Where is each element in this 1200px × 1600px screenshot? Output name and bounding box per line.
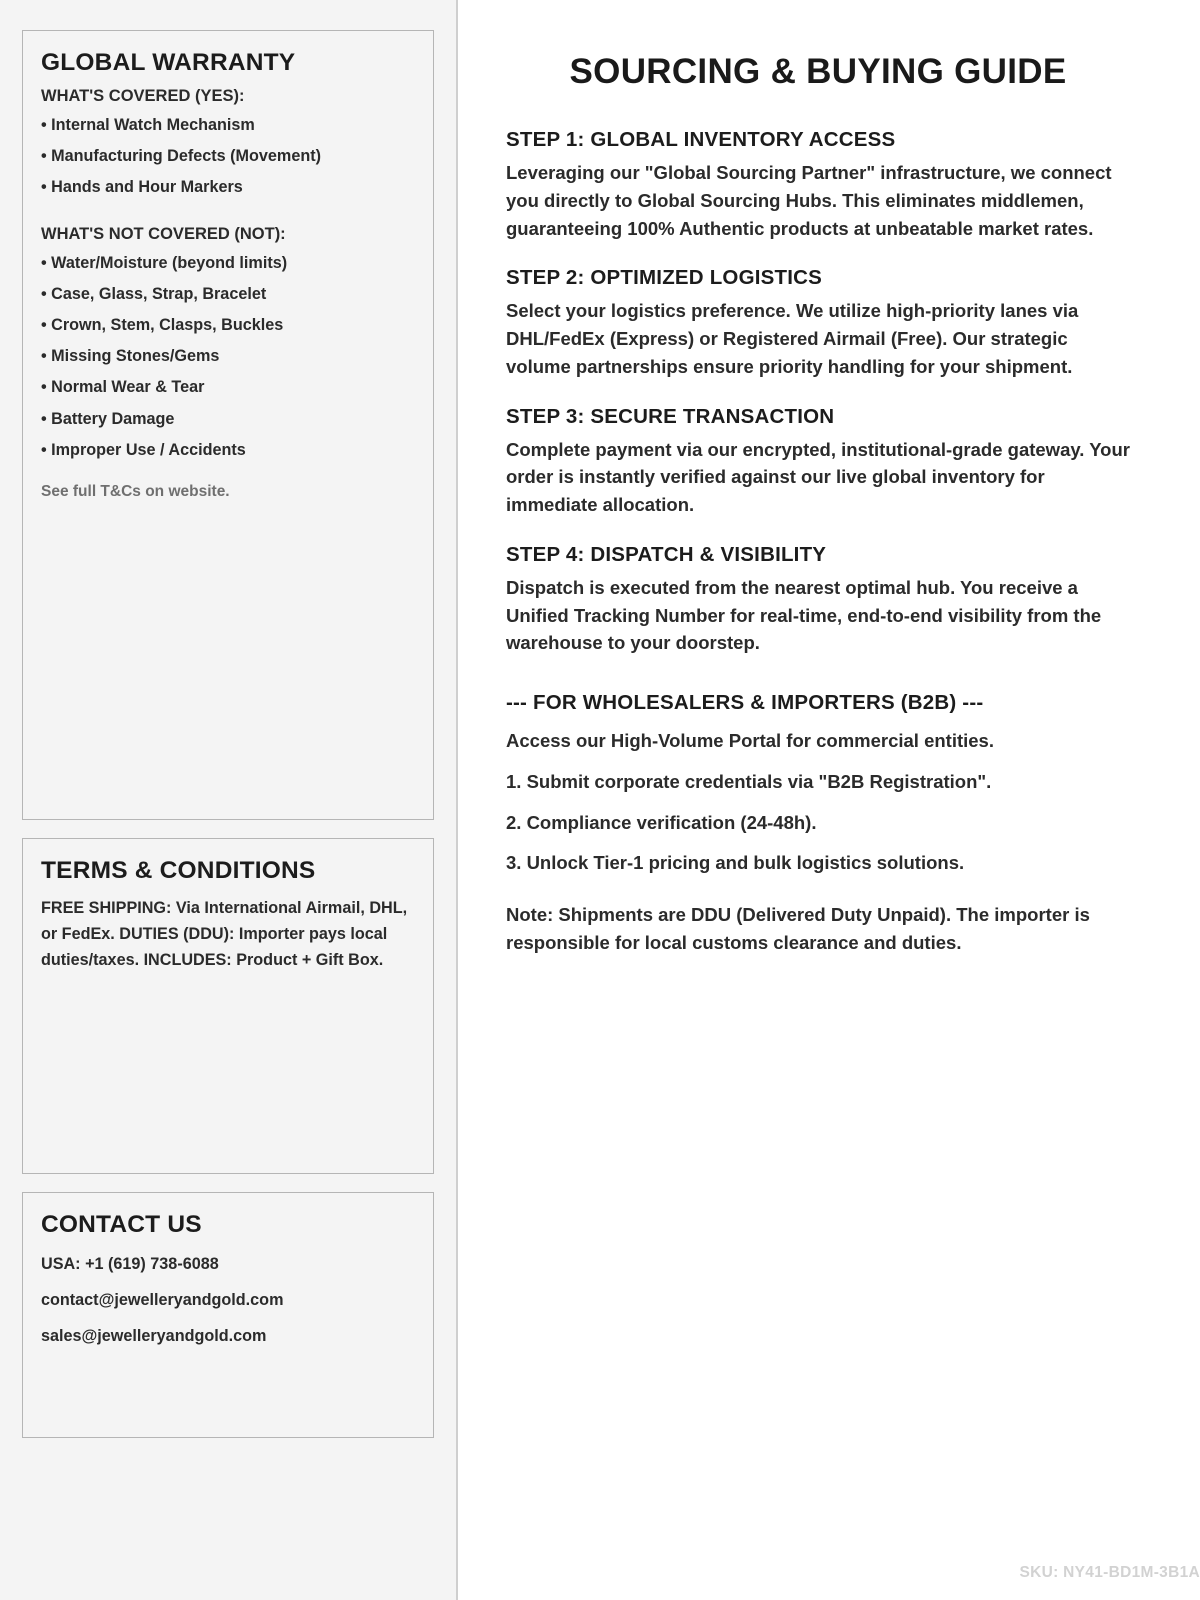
list-item: • Normal Wear & Tear [41, 378, 205, 397]
list-item: • Hands and Hour Markers [41, 178, 243, 197]
warranty-not-covered-heading: WHAT'S NOT COVERED (NOT): [41, 224, 286, 243]
terms-body: FREE SHIPPING: Via International Airmail, DHL, or FedEx. DUTIES (DDU): Importer pays local duties/taxes. INCLUDES: Product + Gift Box. [41, 899, 408, 970]
list-item: • Internal Watch Mechanism [41, 116, 255, 134]
step-body: Leveraging our "Global Sourcing Partner" infrastructure, we connect you directly to Global Sourcing Hubs. This eliminates middlemen, guaranteeing 100% Authentic products at unbeatable market rates. [506, 162, 1112, 239]
contact-phone: USA: +1 (619) 738-6088 [41, 1255, 219, 1274]
contact-panel [22, 1192, 434, 1438]
guide-step-3 [506, 405, 1130, 519]
sku-label: SKU: NY41-BD1M-3B1A [1019, 1564, 1200, 1581]
terms-title: TERMS & CONDITIONS [41, 857, 316, 884]
b2b-line: 1. Submit corporate credentials via "B2B Registration". [506, 770, 992, 792]
guide-step-1 [506, 128, 1130, 242]
list-item: • Crown, Stem, Clasps, Buckles [41, 316, 284, 335]
list-item: • Battery Damage [41, 409, 175, 428]
b2b-heading: --- FOR WHOLESALERS & IMPORTERS (B2B) --- [506, 691, 984, 714]
list-item: • Missing Stones/Gems [41, 347, 220, 366]
b2b-line: Access our High-Volume Portal for commercial entities. [506, 730, 994, 751]
list-item: • Case, Glass, Strap, Bracelet [41, 285, 267, 303]
contact-email-primary: contact@jewelleryandgold.com [41, 1291, 284, 1310]
guide-step-2 [506, 266, 1130, 380]
page-title: SOURCING & BUYING GUIDE [569, 52, 1067, 91]
warranty-footnote: See full T&Cs on website. [41, 483, 230, 501]
step-body: Complete payment via our encrypted, institutional-grade gateway. Your order is instantly verified against our live global inventory for immediate allocation. [506, 438, 1130, 515]
global-warranty-panel [22, 30, 434, 820]
sourcing-guide-section [458, 0, 1200, 1600]
warranty-covered-heading: WHAT'S COVERED (YES): [41, 87, 245, 105]
step-heading: STEP 3: SECURE TRANSACTION [506, 404, 835, 428]
warranty-covered-list [41, 116, 415, 197]
b2b-line: 3. Unlock Tier-1 pricing and bulk logistics solutions. [506, 852, 965, 874]
step-heading: STEP 4: DISPATCH & VISIBILITY [506, 542, 827, 566]
list-item: • Water/Moisture (beyond limits) [41, 253, 288, 272]
contact-email-sales: sales@jewelleryandgold.com [41, 1327, 267, 1346]
step-heading: STEP 1: GLOBAL INVENTORY ACCESS [506, 128, 896, 151]
b2b-note: Note: Shipments are DDU (Delivered Duty Unpaid). The importer is responsible for local customs clearance and duties. [506, 904, 1090, 953]
warranty-not-covered-list [41, 254, 415, 459]
warranty-title: GLOBAL WARRANTY [41, 49, 296, 76]
contact-title: CONTACT US [41, 1211, 202, 1238]
step-body: Select your logistics preference. We utilize high-priority lanes via DHL/FedEx (Express) or Registered Airmail (Free). Our strategic volume partnerships ensure priority handling for your shipment. [506, 300, 1079, 377]
list-item: • Improper Use / Accidents [41, 440, 246, 459]
step-heading: STEP 2: OPTIMIZED LOGISTICS [506, 266, 822, 290]
left-sidebar [0, 0, 458, 1600]
step-body: Dispatch is executed from the nearest optimal hub. You receive a Unified Tracking Number for real-time, end-to-end visibility from the warehouse to your doorstep. [506, 576, 1102, 654]
guide-step-4 [506, 543, 1130, 657]
list-item: • Manufacturing Defects (Movement) [41, 147, 321, 166]
b2b-line: 2. Compliance verification (24-48h). [506, 811, 817, 833]
b2b-section [506, 691, 1130, 957]
terms-conditions-panel [22, 838, 434, 1174]
